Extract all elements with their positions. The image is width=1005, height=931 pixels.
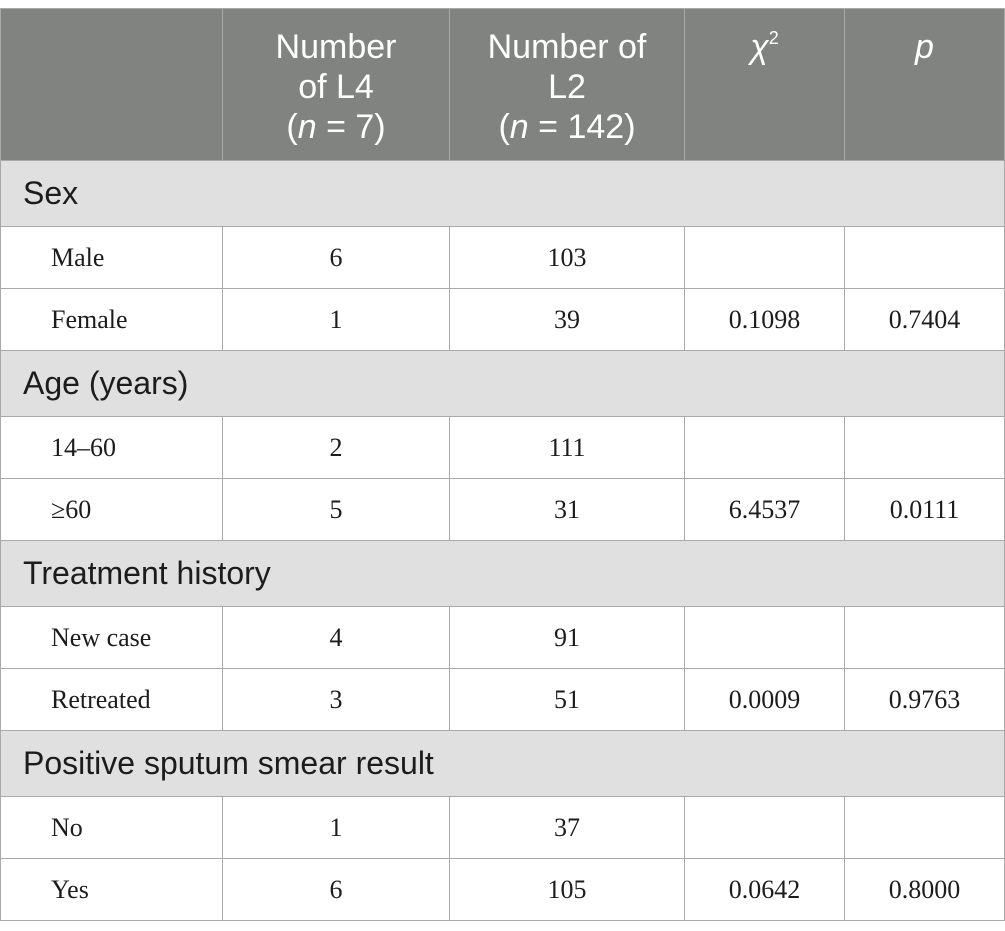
section-row-treatment-history	[1, 541, 1005, 607]
header-number-l2: Number of L2 (n = 142)	[450, 9, 685, 161]
table-row	[1, 797, 1005, 859]
cell-l4: 4	[223, 607, 450, 669]
cell-p: 0.8000	[845, 859, 1005, 921]
cell-chi2: 0.1098	[685, 289, 845, 351]
table-row	[1, 417, 1005, 479]
cell-l4: 1	[223, 797, 450, 859]
cell-l4: 1	[223, 289, 450, 351]
section-title: Treatment history	[1, 541, 1005, 607]
cell-l4: 5	[223, 479, 450, 541]
cell-p	[845, 417, 1005, 479]
table-row	[1, 227, 1005, 289]
cell-l2: 37	[450, 797, 685, 859]
cell-l2: 91	[450, 607, 685, 669]
section-row-sex	[1, 161, 1005, 227]
cell-l4: 6	[223, 227, 450, 289]
table-row	[1, 859, 1005, 921]
row-label: Male	[1, 227, 223, 289]
cell-l2: 51	[450, 669, 685, 731]
table-row	[1, 289, 1005, 351]
cell-chi2	[685, 417, 845, 479]
cell-chi2	[685, 797, 845, 859]
cell-l4: 3	[223, 669, 450, 731]
table-header	[1, 9, 1005, 161]
header-number-l4: Number of L4 (n = 7)	[223, 9, 450, 161]
cell-l2: 39	[450, 289, 685, 351]
comparison-table	[0, 8, 1005, 921]
row-label: Yes	[1, 859, 223, 921]
section-title: Age (years)	[1, 351, 1005, 417]
cell-l4: 6	[223, 859, 450, 921]
header-empty-cell	[1, 9, 223, 161]
cell-chi2: 0.0009	[685, 669, 845, 731]
row-label: New case	[1, 607, 223, 669]
row-label: ≥60	[1, 479, 223, 541]
cell-p	[845, 607, 1005, 669]
cell-p: 0.7404	[845, 289, 1005, 351]
cell-p	[845, 227, 1005, 289]
cell-p	[845, 797, 1005, 859]
row-label: Retreated	[1, 669, 223, 731]
cell-l2: 31	[450, 479, 685, 541]
cell-l2: 103	[450, 227, 685, 289]
table-row	[1, 669, 1005, 731]
cell-chi2: 6.4537	[685, 479, 845, 541]
section-title: Positive sputum smear result	[1, 731, 1005, 797]
section-row-age	[1, 351, 1005, 417]
cell-p: 0.9763	[845, 669, 1005, 731]
row-label: 14–60	[1, 417, 223, 479]
section-title: Sex	[1, 161, 1005, 227]
row-label: Female	[1, 289, 223, 351]
cell-chi2	[685, 227, 845, 289]
section-row-sputum-smear	[1, 731, 1005, 797]
cell-l2: 111	[450, 417, 685, 479]
header-chi-square: $\chi^2$	[685, 9, 845, 161]
table-row	[1, 607, 1005, 669]
row-label: No	[1, 797, 223, 859]
header-p-value: p	[845, 9, 1005, 161]
cell-p: 0.0111	[845, 479, 1005, 541]
cell-chi2	[685, 607, 845, 669]
cell-l2: 105	[450, 859, 685, 921]
cell-l4: 2	[223, 417, 450, 479]
cell-chi2: 0.0642	[685, 859, 845, 921]
table-row	[1, 479, 1005, 541]
